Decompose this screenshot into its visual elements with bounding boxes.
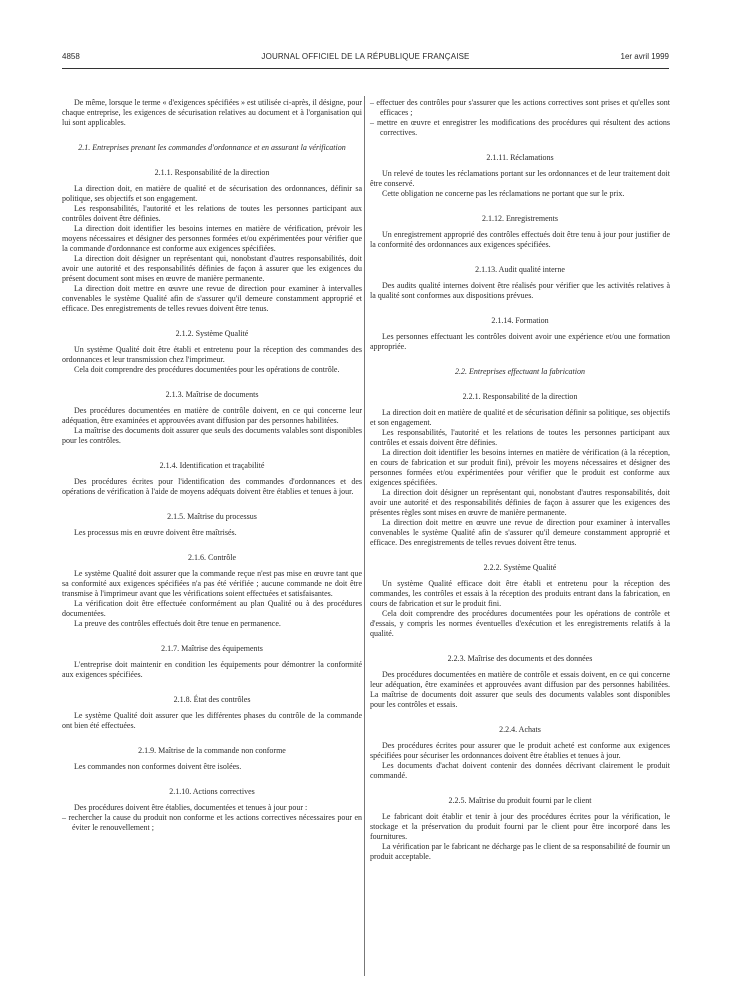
list-item: – mettre en œuvre et enregistrer les modifications des procédures qui résultent des actions correctives. [370, 118, 670, 137]
paragraph: Le système Qualité doit assurer que la commande reçue n'est pas mise en œuvre tant que sa conformité aux exigences spécifiées n'a pas été vérifiée ; aucune commande ne doit être transmise à l'imprimeur avant que les vérifications soient effectuées et satisfaisantes. [62, 569, 362, 598]
journal-title: JOURNAL OFFICIEL DE LA RÉPUBLIQUE FRANÇAISE [261, 52, 470, 61]
paragraph: La vérification par le fabricant ne décharge pas le client de sa responsabilité de fournir un produit acceptable. [370, 842, 670, 861]
section-2-2-4-title: 2.2.4. Achats [499, 725, 541, 734]
section-2-1-9-title: 2.1.9. Maîtrise de la commande non conforme [138, 746, 286, 755]
page-number: 4858 [62, 52, 80, 61]
section-2-2-title: 2.2. Entreprises effectuant la fabrication [455, 367, 585, 376]
paragraph: La direction doit désigner un représentant qui, nonobstant d'autres responsabilités, doit avoir une autorité et des responsabilités définies de façon à assurer que les exigences du présent document sont mises en œuvre de manière permanente. [62, 254, 362, 283]
paragraph: L'entreprise doit maintenir en condition les équipements pour démontrer la conformité aux exigences spécifiées. [62, 660, 362, 679]
section-2-2-2-title: 2.2.2. Système Qualité [483, 563, 557, 572]
paragraph: La direction doit désigner un représentant qui, nonobstant d'autres responsabilités, doit avoir une autorité et des responsabilités définies de façon à assurer que les exigences des présentes règles sont mises en œuvre de manière permanente. [370, 488, 670, 517]
section-2-1-2-title: 2.1.2. Système Qualité [175, 329, 249, 338]
paragraph: Un système Qualité efficace doit être établi et entretenu pour la réception des commandes, les contrôles et essais à la réception des produits entrant dans la fabrication, en cours de fabrication et sur le produit fini. [370, 579, 670, 608]
action-list [62, 813, 362, 833]
paragraph: Le système Qualité doit assurer que les différentes phases du contrôle de la commande ont bien été effectuées. [62, 711, 362, 730]
paragraph: La maîtrise des documents doit assurer que seuls des documents valables sont disponibles pour les contrôles. [62, 426, 362, 445]
paragraph: Des audits qualité internes doivent être réalisés pour vérifier que les activités relatives à la qualité sont conformes aux dispositions prévues. [370, 281, 670, 300]
paragraph: Cela doit comprendre des procédures documentées pour les opérations de contrôle et d'essais, y compris les normes éventuelles d'exécution et les enregistrements relatifs à la qualité. [370, 609, 670, 638]
paragraph: Cela doit comprendre des procédures documentées pour les opérations de contrôle. [74, 365, 340, 374]
paragraph: La direction doit, en matière de qualité et de sécurisation des ordonnances, définir sa politique, ses objectifs et son engagement. [62, 184, 362, 203]
paragraph: Des procédures documentées en matière de contrôle doivent, en ce qui concerne leur adéquation, être examinées et approuvées avant diffusion par des personnes habilitées. [62, 406, 362, 425]
action-list-continued [370, 98, 670, 138]
paragraph: La preuve des contrôles effectués doit être tenue en permanence. [74, 619, 281, 628]
section-2-1-title: 2.1. Entreprises prenant les commandes d'ordonnance et en assurant la vérification [78, 143, 346, 152]
section-2-2-3-title: 2.2.3. Maîtrise des documents et des données [447, 654, 593, 663]
section-2-1-5-title: 2.1.5. Maîtrise du processus [167, 512, 257, 521]
list-item: – effectuer des contrôles pour s'assurer que les actions correctives sont prises et qu'elles sont efficaces ; [370, 98, 670, 117]
section-2-2-5-title: 2.2.5. Maîtrise du produit fourni par le client [448, 796, 592, 805]
paragraph: Les documents d'achat doivent contenir des données décrivant clairement le produit commandé. [370, 761, 670, 780]
paragraph: Un système Qualité doit être établi et entretenu pour la réception des commandes des ordonnances et leur transmission chez l'imprimeur. [62, 345, 362, 364]
paragraph: Cette obligation ne concerne pas les réclamations ne portant que sur le prix. [382, 189, 625, 198]
section-2-1-4-title: 2.1.4. Identification et traçabilité [159, 461, 265, 470]
section-2-1-1-title: 2.1.1. Responsabilité de la direction [154, 168, 270, 177]
section-2-1-7-title: 2.1.7. Maîtrise des équipements [161, 644, 263, 653]
paragraph: Le fabricant doit établir et tenir à jour des procédures écrites pour la vérification, le stockage et la préservation du produit fourni par le client pour être incorporé dans les fournitures. [370, 812, 670, 841]
paragraph: Les commandes non conformes doivent être isolées. [74, 762, 242, 771]
paragraph: Des procédures documentées en matière de contrôle et essais doivent, en ce qui concerne leur adéquation, être examinées et approuvées avant diffusion par des personnes habilitées. La maîtrise de documents doit assurer que seuls des documents valables sont disponibles pour les contrôles et essais. [370, 670, 670, 709]
section-2-1-8-title: 2.1.8. État des contrôles [173, 695, 251, 704]
paragraph: La direction doit mettre en œuvre une revue de direction pour examiner à intervalles convenables le système Qualité afin de s'assurer qu'il demeure constamment approprié et efficace. Des enregistrements de telles revues doivent être tenus. [62, 284, 362, 313]
paragraph: Des procédures écrites pour assurer que le produit acheté est conforme aux exigences spécifiées pour sécuriser les ordonnances doivent être établies et tenues à jour. [370, 741, 670, 760]
column-divider [364, 96, 365, 976]
section-2-1-10-title: 2.1.10. Actions correctives [169, 787, 255, 796]
paragraph: Un relevé de toutes les réclamations portant sur les ordonnances et de leur traitement doit être conservé. [370, 169, 670, 188]
paragraph: Les personnes effectuant les contrôles doivent avoir une expérience et/ou une formation appropriée. [370, 332, 670, 351]
page-header [62, 52, 669, 66]
section-2-1-13-title: 2.1.13. Audit qualité interne [475, 265, 565, 274]
paragraph: La direction doit identifier les besoins internes en matière de vérification, prévoir les moyens nécessaires et désigner des personnes formées et/ou expérimentées pour vérifier que la commande d'ordonnance est conforme aux exigences spécifiées. [62, 224, 362, 253]
left-column [62, 98, 362, 833]
paragraph: Des procédures doivent être établies, documentées et tenues à jour pour : [74, 803, 308, 812]
issue-date: 1er avril 1999 [620, 52, 669, 61]
paragraph: Des procédures écrites pour l'identification des commandes d'ordonnances et des opérations de vérification à l'aide de moyens adéquats doivent être établies et tenues à jour. [62, 477, 362, 496]
intro-paragraph: De même, lorsque le terme « d'exigences spécifiées » est utilisée ci-après, il désigne, pour chaque entreprise, les exigences de sécurisation relatives au document et à l'organisation qui lui sont applicables. [62, 98, 362, 127]
section-2-1-6-title: 2.1.6. Contrôle [188, 553, 236, 562]
paragraph: Un enregistrement approprié des contrôles effectués doit être tenu à jour pour justifier de la conformité des ordonnances aux exigences spécifiées. [370, 230, 670, 249]
paragraph: La direction doit mettre en œuvre une revue de direction pour examiner à intervalles convenables le système Qualité afin de s'assurer qu'il demeure constamment approprié et efficace. Des enregistrements de telles revues doivent être tenus. [370, 518, 670, 547]
section-2-1-12-title: 2.1.12. Enregistrements [482, 214, 558, 223]
paragraph: La vérification doit être effectuée conformément au plan Qualité ou à des procédures documentées. [62, 599, 362, 618]
section-2-2-1-title: 2.2.1. Responsabilité de la direction [462, 392, 578, 401]
list-item: – rechercher la cause du produit non conforme et les actions correctives nécessaires pour en éviter le renouvellement ; [62, 813, 362, 832]
section-2-1-11-title: 2.1.11. Réclamations [486, 153, 554, 162]
header-rule [62, 68, 669, 69]
paragraph: La direction doit en matière de qualité et de sécurisation définir sa politique, ses objectifs et son engagement. [370, 408, 670, 427]
paragraph: Les processus mis en œuvre doivent être maîtrisés. [74, 528, 237, 537]
section-2-1-14-title: 2.1.14. Formation [491, 316, 549, 325]
paragraph: Les responsabilités, l'autorité et les relations de toutes les personnes participant aux contrôles et essais doivent être définies. [370, 428, 670, 447]
paragraph: La direction doit identifier les besoins internes en matière de vérification (à la réception, en cours de fabrication et sur produit fini), prévoir les moyens nécessaires et désigner des personnes formées et/ou expérimentées pour vérifier que le produit est conforme aux exigences spécifiées. [370, 448, 670, 487]
paragraph: Les responsabilités, l'autorité et les relations de toutes les personnes participant aux contrôles doivent être définies. [62, 204, 362, 223]
right-column [370, 98, 670, 862]
section-2-1-3-title: 2.1.3. Maîtrise de documents [165, 390, 259, 399]
